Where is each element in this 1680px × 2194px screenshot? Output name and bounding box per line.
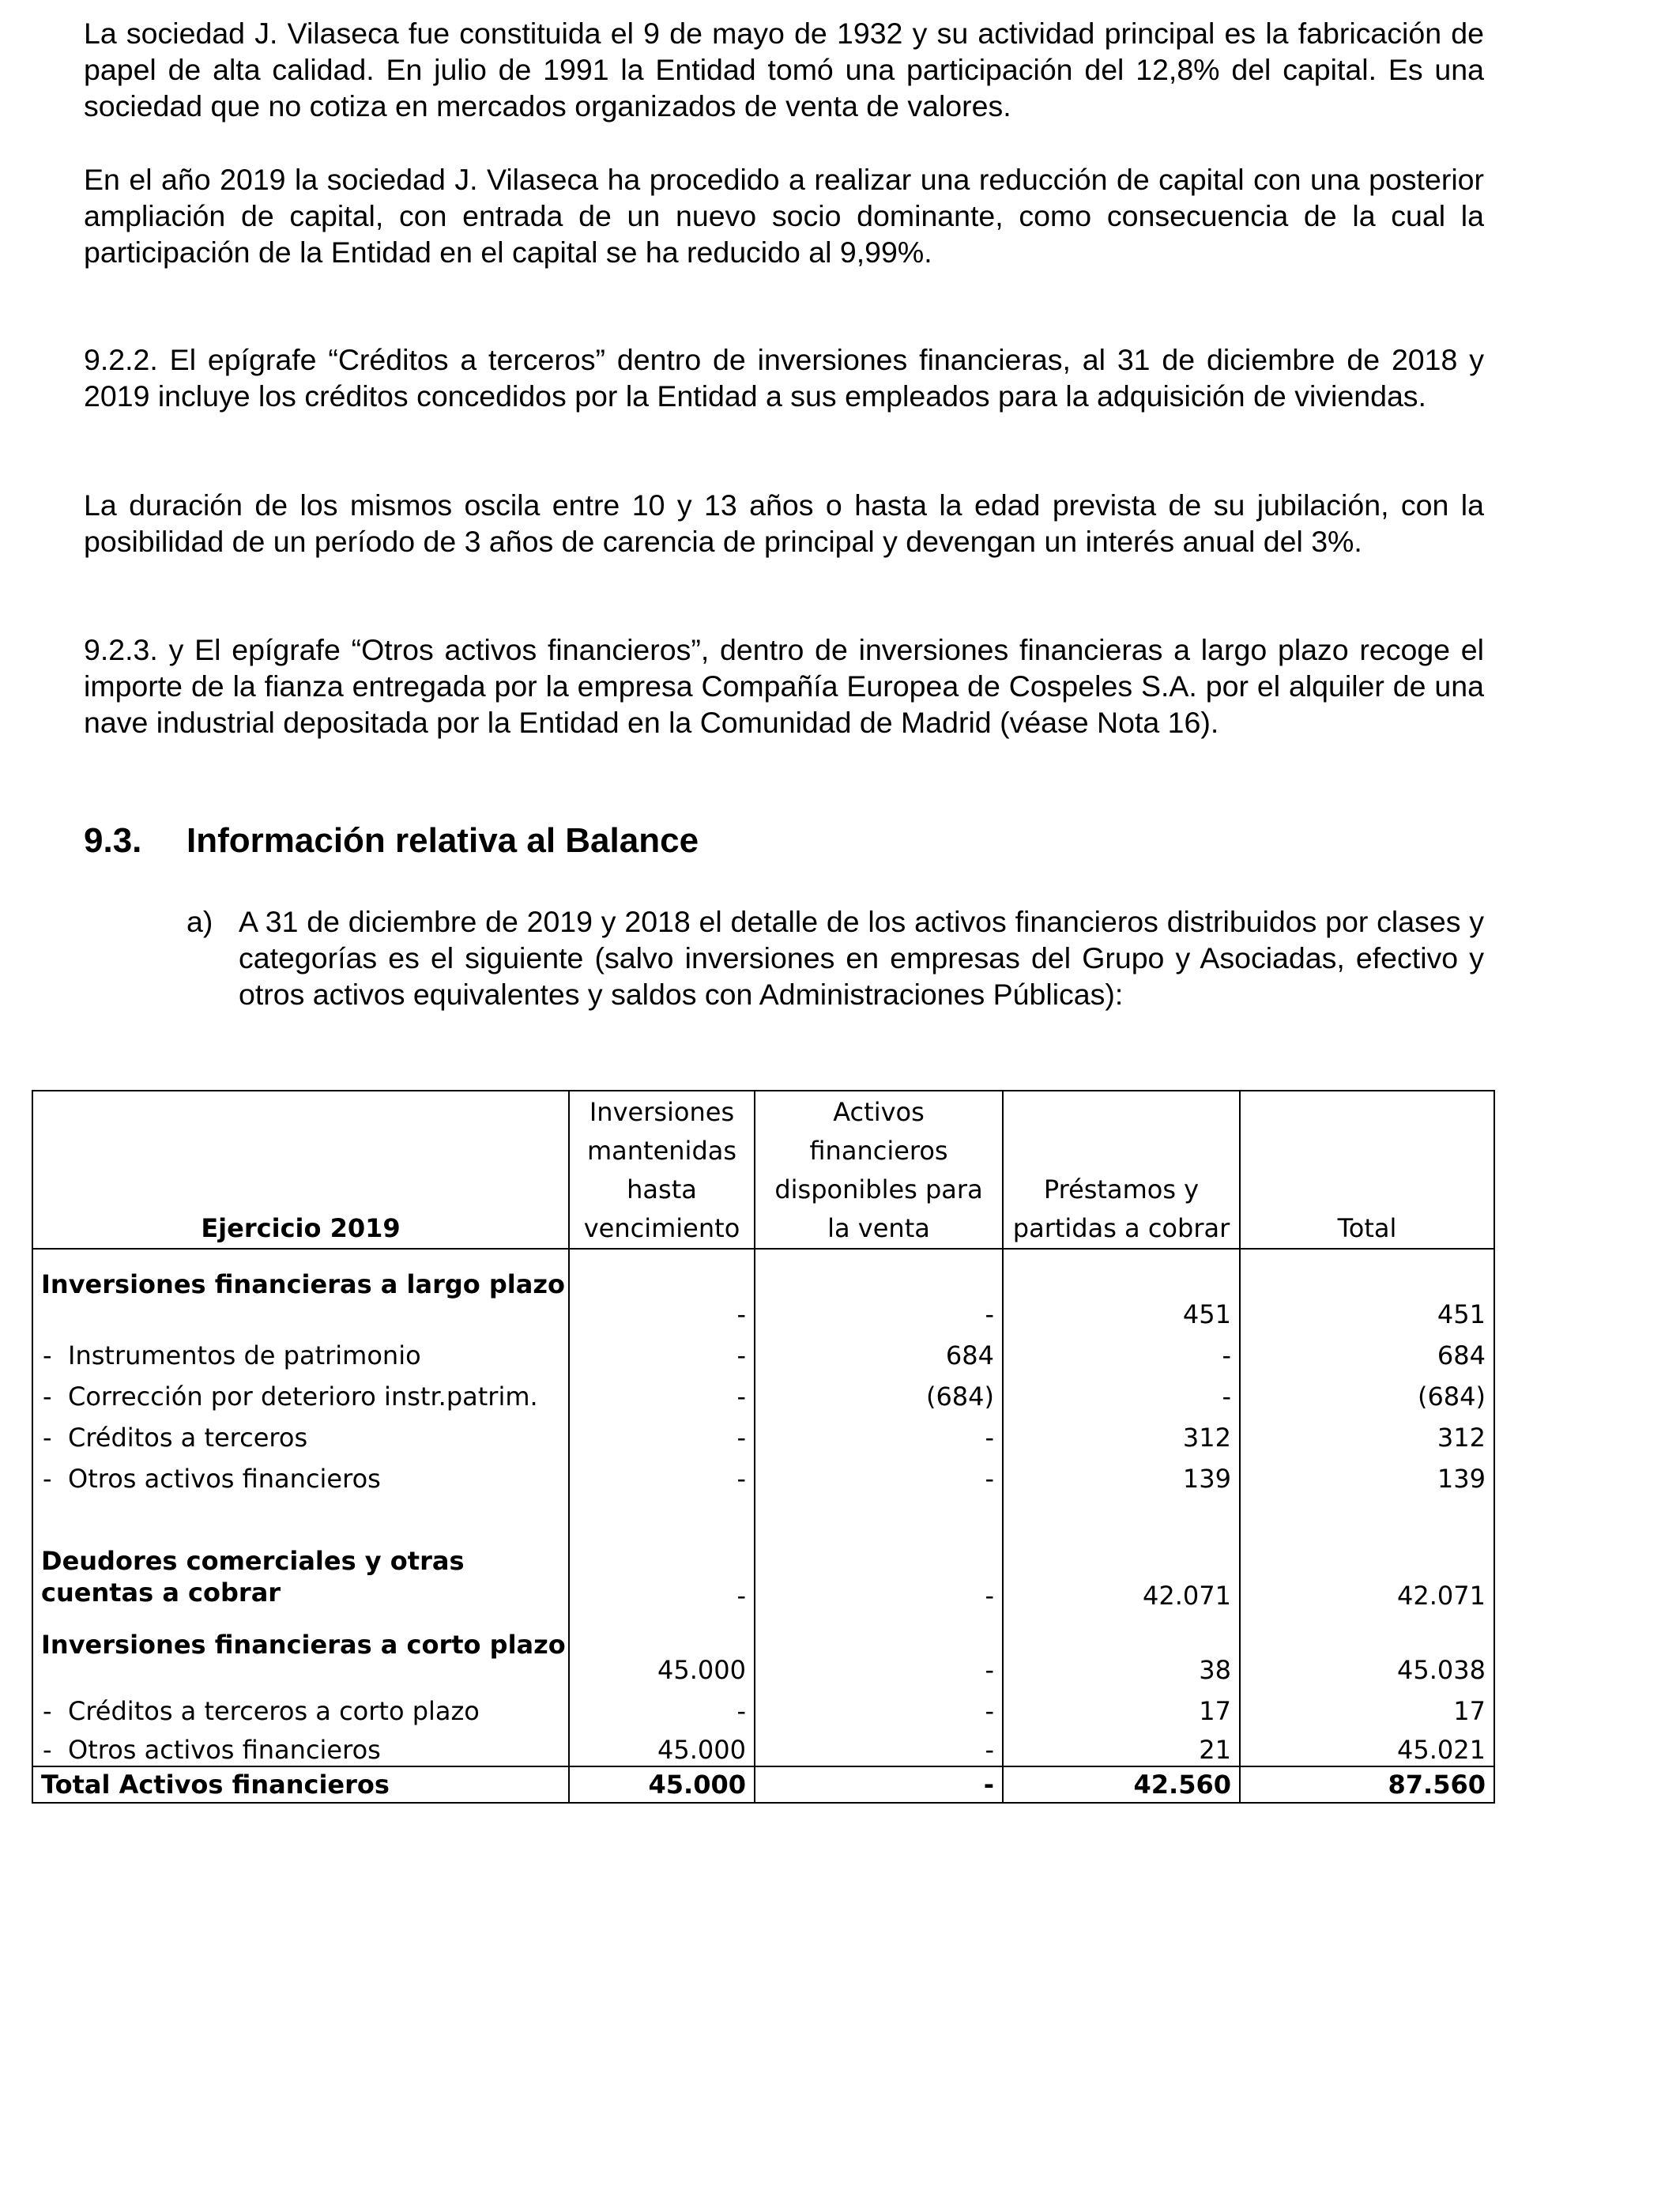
cell-value: 21 xyxy=(1003,1727,1240,1766)
table-row xyxy=(32,1371,1494,1412)
cell-value: 139 xyxy=(1240,1453,1494,1495)
cell-value: - xyxy=(569,1249,755,1330)
header-inversiones-mantenidas: Inversiones mantenidas hasta vencimiento xyxy=(569,1091,755,1249)
section-title: Información relativa al Balance xyxy=(186,821,699,860)
cell-value: 42.560 xyxy=(1003,1766,1240,1803)
cell-value: - xyxy=(569,1686,755,1727)
cell-value: 42.071 xyxy=(1240,1495,1494,1612)
section-number: 9.3. xyxy=(84,821,142,860)
cell-value: 684 xyxy=(1240,1330,1494,1371)
row-label: - Otros activos financieros xyxy=(32,1727,569,1766)
cell-value: - xyxy=(1003,1371,1240,1412)
table-row xyxy=(32,1686,1494,1727)
row-label: - Créditos a terceros a corto plazo xyxy=(32,1686,569,1727)
cell-value: - xyxy=(755,1612,1003,1686)
cell-value: 17 xyxy=(1240,1686,1494,1727)
section-heading xyxy=(84,819,699,863)
row-label: Deudores comerciales y otras cuentas a cobrar xyxy=(32,1495,569,1612)
paragraph-duracion-creditos: La duración de los mismos oscila entre 10 y 13 años o hasta la edad prevista de su jubilación, con la posibilidad de un período de 3 años de carencia de principal y devengan un interés anual del 3%. xyxy=(84,488,1484,558)
row-label: - Corrección por deterioro instr.patrim. xyxy=(32,1371,569,1412)
cell-value: 38 xyxy=(1003,1612,1240,1686)
cell-value: - xyxy=(1003,1330,1240,1371)
cell-value: - xyxy=(569,1495,755,1612)
row-label: - Créditos a terceros xyxy=(32,1412,569,1453)
cell-value: 684 xyxy=(755,1330,1003,1371)
cell-value: (684) xyxy=(1240,1371,1494,1412)
cell-value: - xyxy=(755,1495,1003,1612)
cell-value: 312 xyxy=(1003,1412,1240,1453)
header-prestamos-partidas: Préstamos y partidas a cobrar xyxy=(1003,1091,1240,1249)
cell-value: 45.000 xyxy=(569,1766,755,1803)
cell-value: - xyxy=(755,1766,1003,1803)
cell-value: 312 xyxy=(1240,1412,1494,1453)
cell-value: - xyxy=(569,1412,755,1453)
cell-value: 87.560 xyxy=(1240,1766,1494,1803)
cell-value: - xyxy=(755,1249,1003,1330)
table-header-row xyxy=(32,1091,1494,1249)
cell-value: - xyxy=(755,1727,1003,1766)
list-item-a xyxy=(186,903,1484,1012)
cell-value: 139 xyxy=(1003,1453,1240,1495)
cell-value: 451 xyxy=(1003,1249,1240,1330)
cell-value: - xyxy=(569,1330,755,1371)
cell-value: 45.038 xyxy=(1240,1612,1494,1686)
table-row xyxy=(32,1612,1494,1686)
cell-value: - xyxy=(569,1371,755,1412)
paragraph-creditos-terceros: 9.2.2. El epígrafe “Créditos a terceros” dentro de inversiones financieras, al 31 de diciembre de 2018 y 2019 incluye los créditos concedidos por la Entidad a sus empleados para la adquisición de viviendas. xyxy=(84,343,1484,413)
row-label: Inversiones financieras a corto plazo xyxy=(32,1612,569,1686)
cell-value: 45.000 xyxy=(569,1727,755,1766)
row-label: - Otros activos financieros xyxy=(32,1453,569,1495)
header-total: Total xyxy=(1240,1091,1494,1249)
table-row xyxy=(32,1453,1494,1495)
cell-value: (684) xyxy=(755,1371,1003,1412)
table-row xyxy=(32,1727,1494,1766)
cell-value: 45.021 xyxy=(1240,1727,1494,1766)
cell-value: 45.000 xyxy=(569,1612,755,1686)
cell-value: - xyxy=(755,1453,1003,1495)
table-total-row xyxy=(32,1766,1494,1803)
header-ejercicio: Ejercicio 2019 xyxy=(32,1091,569,1249)
cell-value: - xyxy=(755,1412,1003,1453)
list-item-text: A 31 de diciembre de 2019 y 2018 el detalle de los activos financieros distribuidos por clases y categorías es el siguiente (salvo inversiones en empresas del Grupo y Asociadas, efectivo y otros activos equivalentes y saldos con Administraciones Públicas): xyxy=(239,905,1484,1011)
cell-value: 451 xyxy=(1240,1249,1494,1330)
cell-value: - xyxy=(755,1686,1003,1727)
cell-value: 17 xyxy=(1003,1686,1240,1727)
financial-assets-table xyxy=(32,1090,1495,1804)
paragraph-capital-reduction: En el año 2019 la sociedad J. Vilaseca ha procedido a realizar una reducción de capital con una posterior ampliación de capital, con entrada de un nuevo socio dominante, como consecuencia de la cual la participación de la Entidad en el capital se ha reducido al 9,99%. xyxy=(84,163,1484,269)
paragraph-otros-activos: 9.2.3. y El epígrafe “Otros activos financieros”, dentro de inversiones financieras a largo plazo recoge el importe de la fianza entregada por la empresa Compañía Europea de Cospeles S.A. por el alquiler de una nave industrial depositada por la Entidad en la Comunidad de Madrid (véase Nota 16). xyxy=(84,633,1484,739)
table-row xyxy=(32,1412,1494,1453)
table-row xyxy=(32,1330,1494,1371)
row-label: Inversiones financieras a largo plazo xyxy=(32,1249,569,1330)
list-marker: a) xyxy=(186,905,213,938)
cell-value: 42.071 xyxy=(1003,1495,1240,1612)
table-row xyxy=(32,1249,1494,1330)
table-row xyxy=(32,1495,1494,1612)
row-label: - Instrumentos de patrimonio xyxy=(32,1330,569,1371)
paragraph-vilaseca-history: La sociedad J. Vilaseca fue constituida el 9 de mayo de 1932 y su actividad principal es la fabricación de papel de alta calidad. En julio de 1991 la Entidad tomó una participación del 12,8% del capital. Es una sociedad que no cotiza en mercados organizados de venta de valores. xyxy=(84,17,1484,123)
cell-value: - xyxy=(569,1453,755,1495)
row-label: Total Activos financieros xyxy=(32,1766,569,1803)
header-activos-disponibles: Activos financieros disponibles para la venta xyxy=(755,1091,1003,1249)
